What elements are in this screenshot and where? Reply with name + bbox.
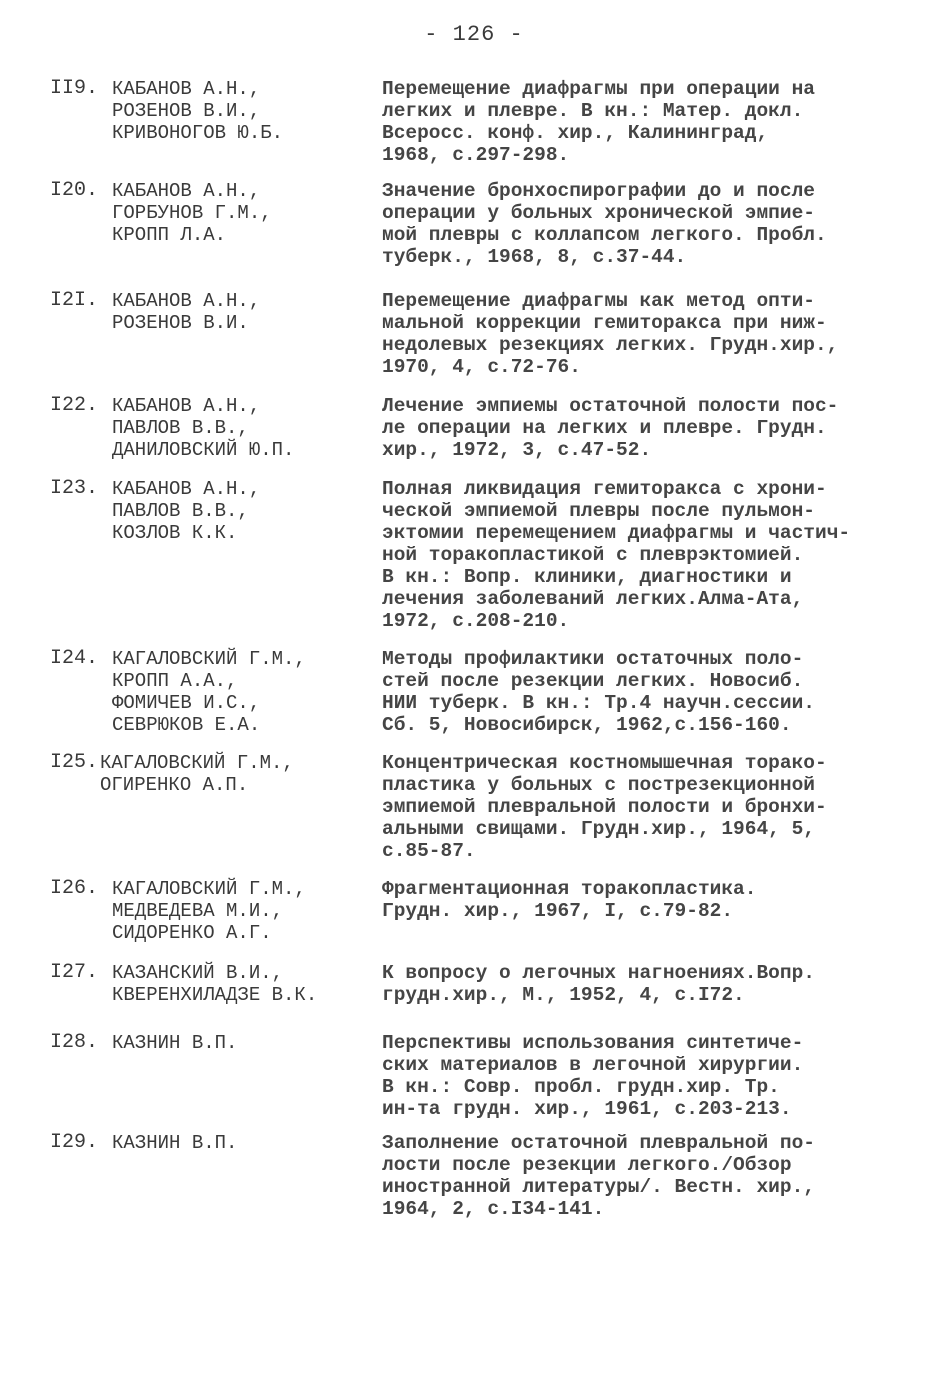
description-line: операции у больных хронической эмпие- [382,202,815,224]
entry-number: I27. [50,961,99,984]
entry-description [382,395,902,461]
description-line: легких и плевре. В кн.: Матер. докл. [382,100,804,122]
description-line: ле операции на легких и плевре. Грудн. [382,417,827,439]
description-line: грудн.хир., М., 1952, 4, с.I72. [382,984,745,1006]
author-line: ОГИРЕНКО А.П. [100,774,249,796]
author-line: ДАНИЛОВСКИЙ Ю.П. [112,439,295,461]
entry-description [382,752,902,862]
entry-number: I2I. [50,289,99,312]
description-line: 1968, с.297-298. [382,144,570,166]
page-number: - 126 - [424,22,524,47]
entry-authors [100,752,294,796]
description-line: Методы профилактики остаточных поло- [382,648,804,670]
author-line: ГОРБУНОВ Г.М., [112,202,272,224]
entry-number: II9. [50,77,99,100]
description-line: иностранной литературы/. Вестн. хир., [382,1176,815,1198]
entry-description [382,478,902,632]
entry-description [382,180,902,268]
description-line: эмпиемой плевральной полости и бронхи- [382,796,827,818]
entry-authors [112,290,260,334]
author-line: КАБАНОВ А.Н., [112,180,261,202]
entry-authors [112,1032,237,1054]
description-line: мой плевры с коллапсом легкого. Пробл. [382,224,827,246]
author-line: КАГАЛОВСКИЙ Г.М., [112,648,306,670]
description-line: ческой эмпиемой плевры после пульмон- [382,500,815,522]
description-line: ной торакопластикой с плеврэктомией. [382,544,804,566]
author-line: ПАВЛОВ В.В., [112,417,249,439]
description-line: Перемещение диафрагмы при операции на [382,78,815,100]
description-line: ских материалов в легочной хирургии. [382,1054,804,1076]
entry-number: I22. [50,394,99,417]
entry-description [382,1132,902,1220]
author-line: КРИВОНОГОВ Ю.Б. [112,122,284,144]
description-line: В кн.: Вопр. клиники, диагностики и [382,566,792,588]
description-line: Лечение эмпиемы остаточной полости пос- [382,395,839,417]
author-line: СЕВРЮКОВ Е.А. [112,714,261,736]
author-line: КАГАЛОВСКИЙ Г.М., [100,752,294,774]
entry-description [382,878,902,922]
description-line: Сб. 5, Новосибирск, 1962,с.156-160. [382,714,792,736]
description-line: Всеросс. конф. хир., Калининград, [382,122,769,144]
author-line: КАБАНОВ А.Н., [112,78,261,100]
description-line: лечения заболеваний легких.Алма-Ата, [382,588,804,610]
description-line: альными свищами. Грудн.хир., 1964, 5, [382,818,815,840]
author-line: КОЗЛОВ К.К. [112,522,238,544]
description-line: 1970, 4, с.72-76. [382,356,581,378]
entry-authors [112,1132,237,1154]
entry-description [382,290,902,378]
entry-description [382,1032,902,1120]
entry-description [382,648,902,736]
description-line: туберк., 1968, 8, с.37-44. [382,246,687,268]
description-line: недолевых резекциях легких. Грудн.хир., [382,334,839,356]
description-line: с.85-87. [382,840,476,862]
author-line: КАГАЛОВСКИЙ Г.М., [112,878,306,900]
author-line: КАБАНОВ А.Н., [112,478,261,500]
entry-number: I20. [50,179,99,202]
entry-number: I29. [50,1131,99,1154]
author-line: КВЕРЕНХИЛАДЗЕ В.К. [112,984,318,1006]
entry-authors [112,180,272,246]
author-line: РОЗЕНОВ В.И. [112,312,249,334]
description-line: стей после резекции легких. Новосиб. [382,670,804,692]
entry-number: I28. [50,1031,99,1054]
author-line: КАЗНИН В.П. [112,1032,238,1054]
entry-description [382,962,902,1006]
description-line: хир., 1972, 3, с.47-52. [382,439,652,461]
description-line: К вопросу о легочных нагноениях.Вопр. [382,962,815,984]
author-line: КАЗАНСКИЙ В.И., [112,962,284,984]
description-line: Заполнение остаточной плевральной по- [382,1132,815,1154]
entry-authors [112,962,317,1006]
description-line: 1972, с.208-210. [382,610,570,632]
author-line: РОЗЕНОВ В.И., [112,100,261,122]
description-line: Концентрическая костномышечная торако- [382,752,827,774]
author-line: ФОМИЧЕВ И.С., [112,692,261,714]
author-line: КАЗНИН В.П. [112,1132,238,1154]
description-line: 1964, 2, с.I34-141. [382,1198,605,1220]
entry-number: I24. [50,647,99,670]
author-line: КАБАНОВ А.Н., [112,290,261,312]
author-line: КРОПП А.А., [112,670,238,692]
entry-number: I26. [50,877,99,900]
entry-authors [112,78,283,144]
description-line: Перспективы использования синтетиче- [382,1032,804,1054]
author-line: СИДОРЕНКО А.Г. [112,922,272,944]
author-line: КАБАНОВ А.Н., [112,395,261,417]
description-line: мальной коррекции гемиторакса при ниж- [382,312,827,334]
author-line: МЕДВЕДЕВА М.И., [112,900,284,922]
entry-authors [112,878,306,944]
entry-authors [112,395,294,461]
description-line: ин-та грудн. хир., 1961, с.203-213. [382,1098,792,1120]
description-line: НИИ туберк. В кн.: Тр.4 научн.сессии. [382,692,815,714]
author-line: ПАВЛОВ В.В., [112,500,249,522]
description-line: эктомии перемещением диафрагмы и частич- [382,522,851,544]
description-line: Фрагментационная торакопластика. [382,878,757,900]
description-line: Полная ликвидация гемиторакса с хрони- [382,478,827,500]
description-line: В кн.: Совр. пробл. грудн.хир. Тр. [382,1076,780,1098]
description-line: Значение бронхоспирографии до и после [382,180,815,202]
author-line: КРОПП Л.А. [112,224,227,246]
description-line: пластика у больных с пострезекционной [382,774,815,796]
entry-authors [112,478,260,544]
entry-number: I25. [50,751,99,774]
description-line: лости после резекции легкого./Обзор [382,1154,792,1176]
entry-number: I23. [50,477,99,500]
entry-authors [112,648,306,736]
description-line: Грудн. хир., 1967, I, с.79-82. [382,900,734,922]
entry-description [382,78,902,166]
description-line: Перемещение диафрагмы как метод опти- [382,290,815,312]
